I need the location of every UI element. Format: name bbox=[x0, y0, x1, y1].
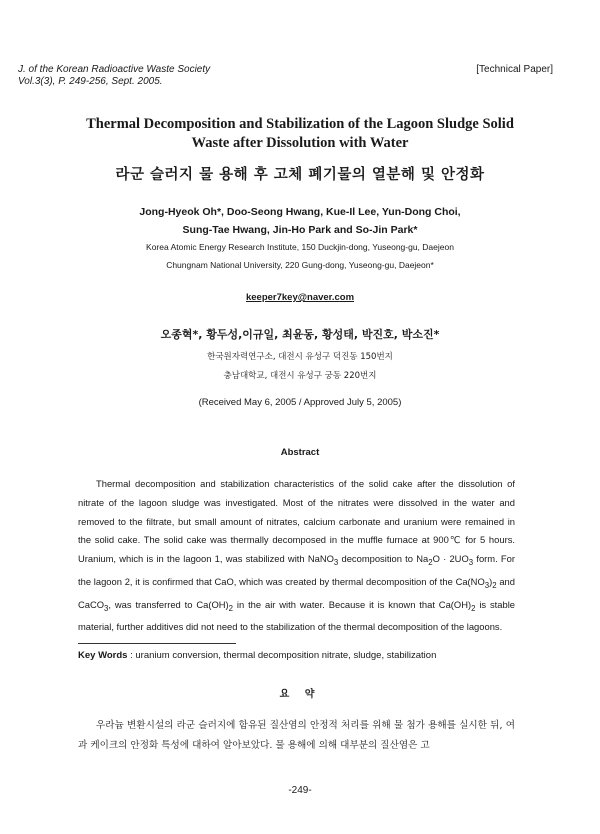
korean-abstract-heading: 요 약 bbox=[279, 689, 321, 700]
authors-line-1: Jong-Hyeok Oh*, Doo-Seong Hwang, Kue-Il Lee, Yun-Dong Choi, bbox=[139, 206, 461, 218]
affiliation-1: Korea Atomic Energy Research Institute, 150 Duckjin-dong, Yuseong-gu, Daejeon bbox=[146, 242, 454, 252]
keywords bbox=[78, 650, 436, 661]
journal-citation bbox=[18, 64, 210, 88]
korean-author-list: 오종혁*, 황두성,이규일, 최윤동, 황성태, 박진호, 박소진* bbox=[160, 328, 440, 341]
keywords-divider bbox=[78, 643, 236, 644]
keywords-text: : uranium conversion, thermal decomposition nitrate, sludge, stabilization bbox=[127, 650, 437, 661]
korean-title: 라군 슬러지 물 용해 후 고체 폐기물의 열분해 및 안정화 bbox=[115, 167, 485, 183]
title-line-2: Waste after Dissolution with Water bbox=[191, 135, 409, 151]
paper-title bbox=[40, 115, 560, 153]
abstract-body: Thermal decomposition and stabilization characteristics of the solid cake after the dissolution of nitrate of the lagoon sludge was investigated. Most of the nitrates were dissolved in the water and removed to the filtrate, but small amount of nitrates, calcium carbonate and uranium were remained in the solid cake. The solid cake was thermally decomposed in the muffle furnace at 900℃ for 5 hours. Uranium, which is in the lagoon 1, was stabilized with NaNO$_3$ decomposition to $Na_2O \cdot 2UO_3$ form. For the lagoon 2, it is confirmed that CaO, which was created by thermal decomposition of the $Ca(NO_3)_2$ and CaCO$_3$, was transferred to $Ca(OH)_2$ in the air with water. Because it is known that $Ca(OH)_2$ is stable material, further additives did not need to the stabilization of the thermal decomposition of the lagoons. bbox=[78, 478, 515, 633]
journal-volume: Vol.3(3), P. 249-256, Sept. 2005. bbox=[18, 76, 163, 87]
received-approved-dates: (Received May 6, 2005 / Approved July 5, 2005) bbox=[198, 397, 402, 408]
journal-name: J. of the Korean Radioactive Waste Society bbox=[18, 64, 211, 75]
abstract-heading: Abstract bbox=[280, 447, 320, 458]
korean-affiliation-2: 충남대학교, 대전시 유성구 궁동 220번지 bbox=[223, 371, 377, 381]
affiliations bbox=[40, 238, 560, 274]
keywords-label: Key Words bbox=[78, 650, 128, 661]
paper-type-label: [Technical Paper] bbox=[476, 64, 553, 75]
authors-line-2: Sung-Tae Hwang, Jin-Ho Park and So-Jin Park* bbox=[182, 224, 418, 236]
author-list bbox=[40, 203, 560, 239]
contact-email-link[interactable]: keeper7key@naver.com bbox=[245, 292, 355, 303]
korean-affiliations bbox=[40, 348, 560, 386]
korean-affiliation-1: 한국원자력연구소, 대전시 유성구 덕진동 150번지 bbox=[207, 352, 393, 362]
title-line-1: Thermal Decomposition and Stabilization of the Lagoon Sludge Solid bbox=[86, 116, 514, 132]
affiliation-2: Chungnam National University, 220 Gung-dong, Yuseong-gu, Daejeon* bbox=[166, 260, 434, 270]
page-number: -249- bbox=[288, 785, 312, 796]
korean-abstract-body: 우라늄 변환시설의 라군 슬러지에 함유된 질산염의 안정적 처리를 위해 물 첨가 용해를 실시한 뒤, 여과 케이크의 안정화 특성에 대하여 알아보았다. 물 용해에 의해 대부분의 질산염은 고 bbox=[78, 720, 515, 751]
